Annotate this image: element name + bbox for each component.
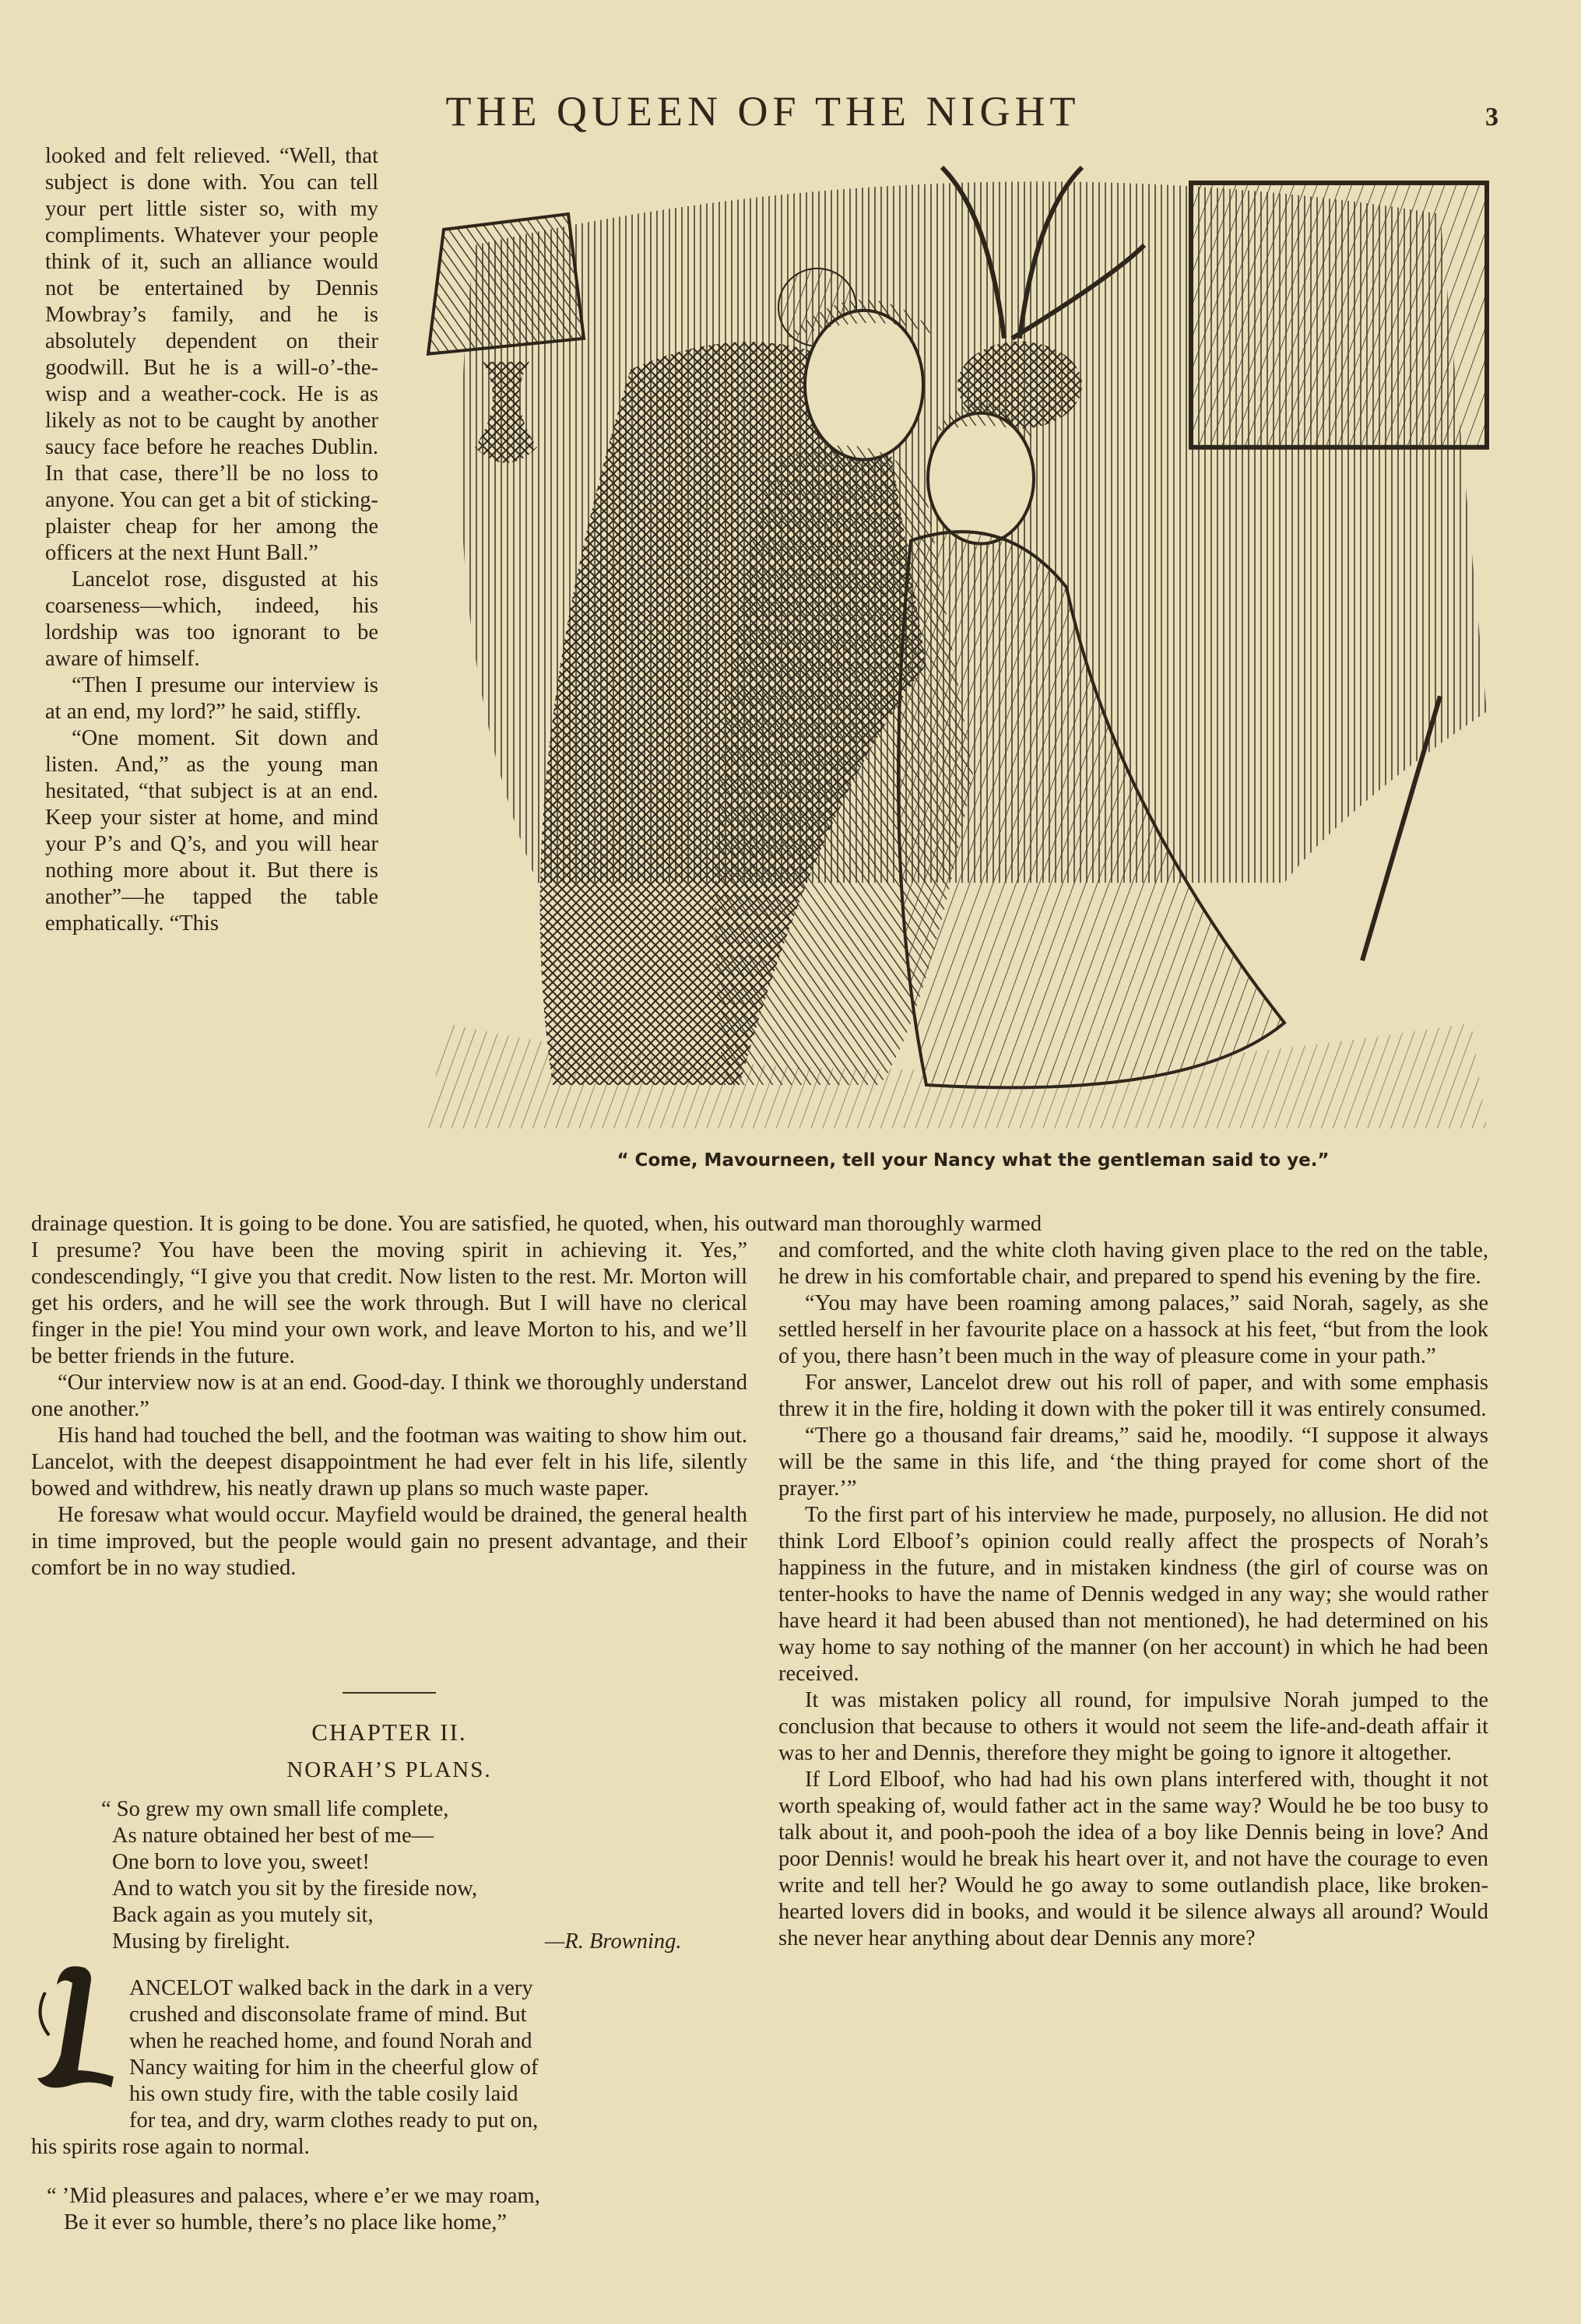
opening-line: his spirits rose again to normal. bbox=[31, 2135, 310, 2159]
narrow-column bbox=[45, 143, 378, 937]
page-number: 3 bbox=[1485, 103, 1498, 132]
song-quote-line: “ ’Mid pleasures and palaces, where e’er we may roam, bbox=[47, 2184, 540, 2208]
epigraph-line: And to watch you sit by the fireside now, bbox=[112, 1876, 478, 1901]
paragraph: It was mistaken policy all round, for impulsive Norah jumped to the conclusion that because to others it would not seem the life-and-death affair it was to her and Dennis, therefore they might be going to ignore it altogether. bbox=[778, 1688, 1488, 1765]
opening-line: crushed and disconsolate frame of mind. But bbox=[129, 2003, 527, 2027]
right-column bbox=[778, 1237, 1488, 1952]
opening-line: when he reached home, and found Norah and bbox=[129, 2029, 532, 2053]
paragraph: and comforted, and the white cloth having given place to the red on the table, he drew in his comfortable chair, and prepared to spend his evening by the fire. bbox=[778, 1238, 1488, 1289]
epigraph-line: As nature obtained her best of me— bbox=[112, 1824, 434, 1848]
paragraph: “There go a thousand fair dreams,” said he, moodily. “I suppose it always will be the same in this life, and ‘the thing prayed for come short of the prayer.’” bbox=[778, 1424, 1488, 1501]
running-title: THE QUEEN OF THE NIGHT bbox=[445, 88, 1080, 135]
chapter-number: CHAPTER II. bbox=[311, 1718, 467, 1746]
paragraph: “Our interview now is at an end. Good-day. I think we thoroughly understand one another.” bbox=[31, 1371, 747, 1421]
epigraph-line: One born to love you, sweet! bbox=[112, 1850, 370, 1874]
illustration-caption: “ Come, Mavourneen, tell your Nancy what the gentleman said to ye.” bbox=[617, 1150, 1330, 1171]
paragraph: “You may have been roaming among palaces,” said Norah, sagely, as she settled herself in her favourite place on a hassock at his feet, “but from the look of you, there hasn’t been much in the way of pleasure come in your path.” bbox=[778, 1291, 1488, 1368]
paragraph: “One moment. Sit down and listen. And,” as the young man hesitated, “that subject is at an end. Keep your sister at home, and mind your P’s and Q’s, and you will hear nothing more about it. But there is another”—he tapped the table emphatically. “This bbox=[45, 726, 378, 936]
epigraph bbox=[101, 1796, 724, 1955]
opening-line: his own study fire, with the table cosily laid bbox=[129, 2082, 518, 2106]
epigraph-line: “ So grew my own small life complete, bbox=[101, 1797, 449, 1821]
epigraph-line: Back again as you mutely sit, bbox=[112, 1903, 374, 1927]
paragraph: He foresaw what would occur. Mayfield would be drained, the general health in time improved, but the people would gain no present advantage, and their comfort be in no way studied. bbox=[31, 1503, 747, 1580]
full-width-line: drainage question. It is going to be done. You are satisfied, he quoted, when, his outward man thoroughly warmed bbox=[31, 1212, 1042, 1236]
paragraph: If Lord Elboof, who had had his own plans interfered with, thought it not worth speaking of, would father act in the same way? Would he be too busy to talk about it, and pooh-pooh the idea of a boy like Dennis being in love? And poor Dennis! would he break his heart over it, and not have the courage to even write and tell her? Would he go away to some outlandish place, like broken-hearted lovers did in books, and would it be silence always all around? Would she never hear anything about dear Dennis any more? bbox=[778, 1768, 1488, 1950]
opening-line: ANCELOT walked back in the dark in a very bbox=[129, 1976, 533, 2000]
song-quote bbox=[47, 2183, 747, 2236]
paragraph: Lancelot rose, disgusted at his coarseness—which, indeed, his lordship was too ignorant to be aware of himself. bbox=[45, 567, 378, 671]
paragraph: His hand had touched the bell, and the footman was waiting to show him out. Lancelot, with the deepest disappointment he had ever felt in his life, silently bowed and withdrew, his neatly drawn up plans so much waste paper. bbox=[31, 1424, 747, 1501]
chapter-opening bbox=[31, 1975, 740, 2161]
engraving-illustration bbox=[413, 152, 1502, 1129]
song-quote-line: Be it ever so humble, there’s no place like home,” bbox=[64, 2210, 508, 2234]
paragraph: looked and felt relieved. “Well, that subject is done with. You can tell your pert little sister so, with my compliments. Whatever your people think of it, such an alliance would not be entertained by Dennis Mowbray’s family, and he is absolutely dependent on their goodwill. But he is a will-o’-the-wisp and a weather-cock. He is as likely as not to be caught by another saucy face before he reaches Dublin. In that case, there’ll be no loss to anyone. You can get a bit of sticking-plaister cheap for her among the officers at the next Hunt Ball.” bbox=[45, 144, 378, 565]
left-column bbox=[31, 1237, 747, 1582]
opening-line: Nancy waiting for him in the cheerful glow of bbox=[129, 2055, 539, 2080]
paragraph: For answer, Lancelot drew out his roll of paper, and with some emphasis threw it in the fire, holding it down with the poker till it was entirely consumed. bbox=[778, 1371, 1488, 1421]
paragraph: To the first part of his interview he made, purposely, no allusion. He did not think Lord Elboof’s opinion could really affect the prospects of Norah’s happiness in the future, and in mistaken kindness (the girl of course was on tenter-hooks to have the name of Dennis wedged in any way; she would rather have heard it had been abused than not mentioned), he had determined on his way home to say nothing of the manner (on her account) in which he had been received. bbox=[778, 1503, 1488, 1686]
paragraph: I presume? You have been the moving spirit in achieving it. Yes,” condescendingly, “I give you that credit. Now listen to the rest. Mr. Morton will get his orders, and he will see the work through. But I will have no clerical finger in the pie! You mind your own work, and leave Morton to his, and we’ll be better friends in the future. bbox=[31, 1238, 747, 1368]
epigraph-attribution: —R. Browning. bbox=[545, 1929, 682, 1954]
chapter-title: NORAH’S PLANS. bbox=[286, 1757, 492, 1782]
paragraph: “Then I presume our interview is at an end, my lord?” he said, stiffly. bbox=[45, 673, 378, 724]
opening-line: for tea, and dry, warm clothes ready to put on, bbox=[129, 2108, 539, 2133]
epigraph-line: Musing by firelight. bbox=[112, 1929, 290, 1954]
section-rule bbox=[343, 1692, 436, 1694]
engraving-image bbox=[413, 152, 1502, 1129]
